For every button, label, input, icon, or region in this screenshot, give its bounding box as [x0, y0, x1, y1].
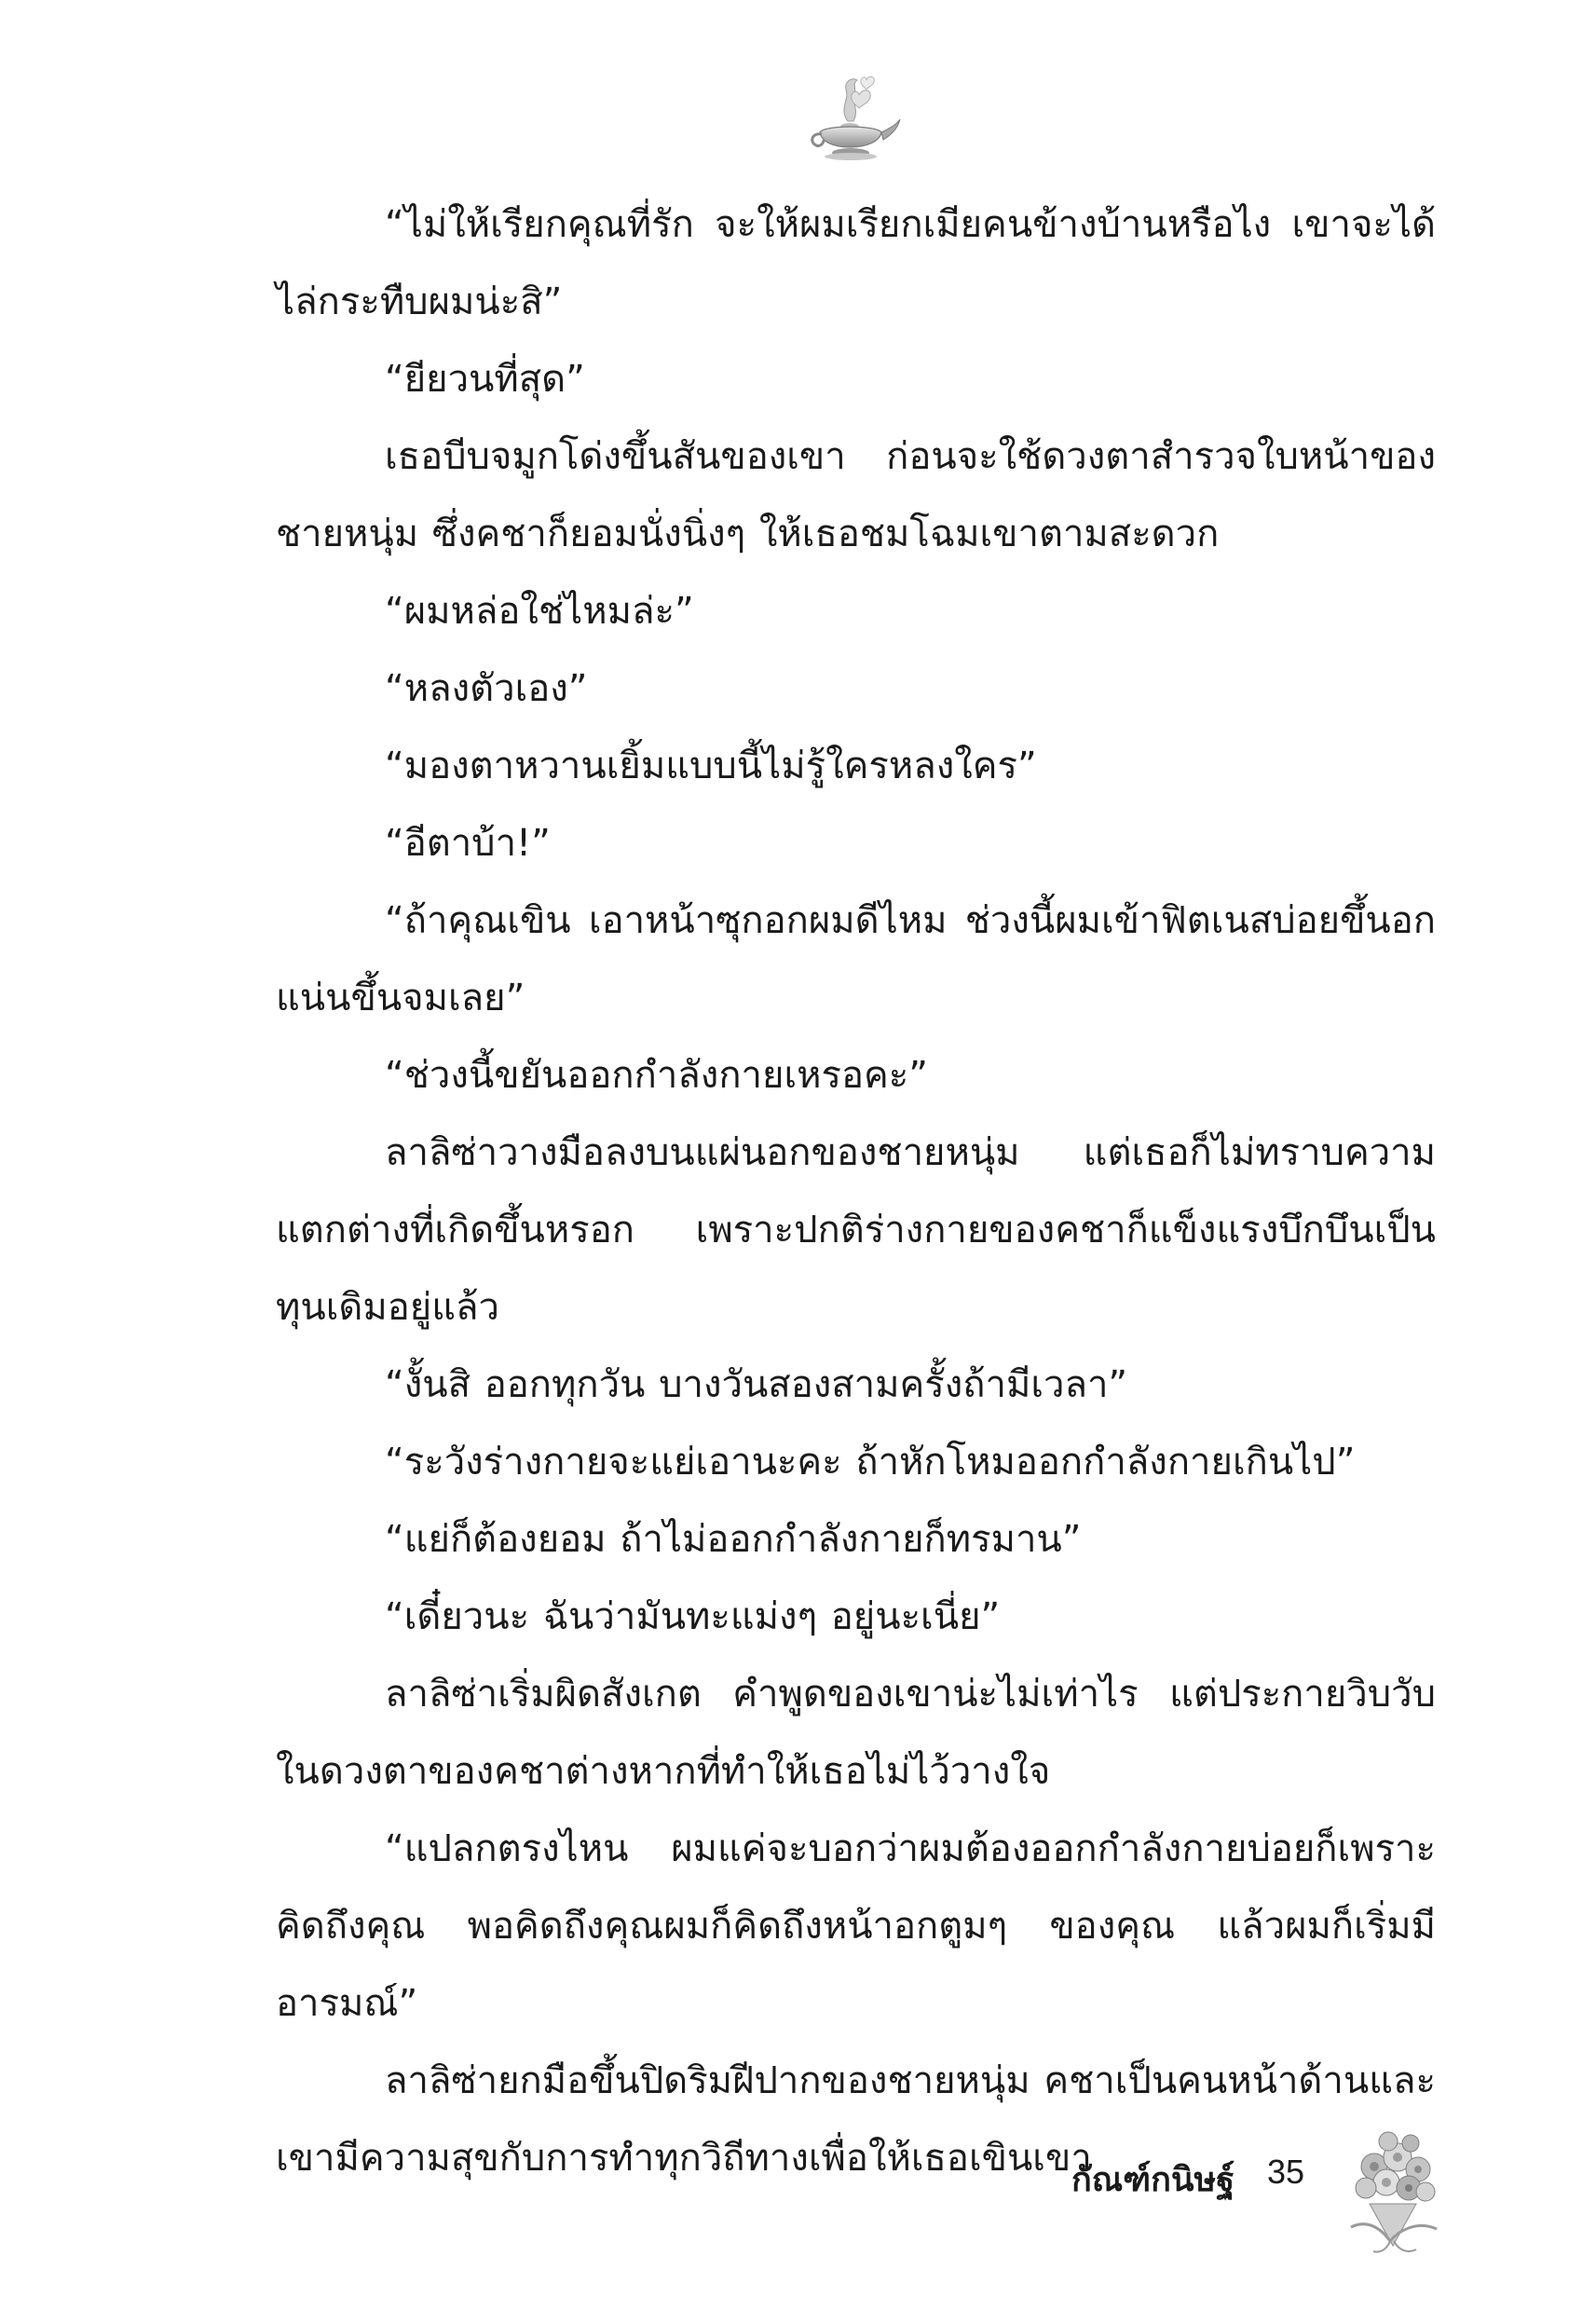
- paragraph: ลาลิซ่าเริ่มผิดสังเกต คำพูดของเขาน่ะไม่เท่าไร แต่ประกายวิบวับในดวงตาของคชาต่างหากที่ทำให้เธอไม่ไว้วางใจ: [276, 1673, 1436, 1793]
- paragraph: “หลงตัวเอง”: [385, 667, 588, 710]
- author-name: กัณฑ์กนิษฐ์: [1071, 2161, 1235, 2199]
- page-number: 35: [1267, 2153, 1305, 2191]
- paragraph: “แปลกตรงไหน ผมแค่จะบอกว่าผมต้องออกกำลังกายบ่อยก็เพราะคิดถึงคุณ พอคิดถึงคุณผมก็คิดถึงหน้าอกตูมๆ ของคุณ แล้วผมก็เริ่มมีอารมณ์”: [276, 1827, 1436, 2025]
- paragraph: “งั้นสิ ออกทุกวัน บางวันสองสามครั้งถ้ามีเวลา”: [385, 1363, 1128, 1406]
- paragraph: “ระวังร่างกายจะแย่เอานะคะ ถ้าหักโหมออกกำลังกายเกินไป”: [385, 1441, 1356, 1484]
- paragraph: “อีตาบ้า!”: [385, 822, 551, 865]
- paragraph: ลาลิซ่าวางมือลงบนแผ่นอกของชายหนุ่ม แต่เธอก็ไม่ทราบความแตกต่างที่เกิดขึ้นหรอก เพราะปกติร่างกายของคชาก็แข็งแรงบึกบึนเป็นทุนเดิมอยู่แล้ว: [276, 1131, 1436, 1329]
- paragraph: “ถ้าคุณเขิน เอาหน้าซุกอกผมดีไหม ช่วงนี้ผมเข้าฟิตเนสบ่อยขึ้นอกแน่นขึ้นจมเลย”: [276, 899, 1436, 1019]
- paragraph: “ช่วงนี้ขยันออกกำลังกายเหรอคะ”: [385, 1054, 928, 1097]
- chapter-text: [276, 186, 1436, 2197]
- page-footer: [1062, 2115, 1453, 2255]
- paragraph: “ไม่ให้เรียกคุณที่รัก จะให้ผมเรียกเมียคนข้างบ้านหรือไง เขาจะได้ไล่กระทืบผมน่ะสิ”: [276, 203, 1436, 323]
- paragraph: เธอบีบจมูกโด่งขึ้นสันของเขา ก่อนจะใช้ดวงตาสำรวจใบหน้าของชายหนุ่ม ซึ่งคชาก็ยอมนั่งนิ่งๆ ให้เธอชมโฉมเขาตามสะดวก: [276, 435, 1436, 555]
- magic-lamp-icon: [801, 67, 904, 170]
- paragraph: “เดี๋ยวนะ ฉันว่ามันทะแม่งๆ อยู่นะเนี่ย”: [385, 1595, 1001, 1638]
- paragraph: “มองตาหวานเยิ้มแบบนี้ไม่รู้ใครหลงใคร”: [385, 745, 1037, 787]
- paragraph: ลาลิซ่ายกมือขึ้นปิดริมฝีปากของชายหนุ่ม คชาเป็นคนหน้าด้านและเขามีความสุขกับการทำทุกวิถีทางเพื่อให้เธอเขินเขา: [276, 2059, 1436, 2180]
- paragraph: “ยียวนที่สุด”: [385, 358, 585, 401]
- paragraph: “แย่ก็ต้องยอม ถ้าไม่ออกกำลังกายก็ทรมาน”: [385, 1518, 1082, 1561]
- paragraph: “ผมหล่อใช่ไหมล่ะ”: [385, 590, 694, 633]
- flower-bouquet-icon: [1332, 2115, 1453, 2255]
